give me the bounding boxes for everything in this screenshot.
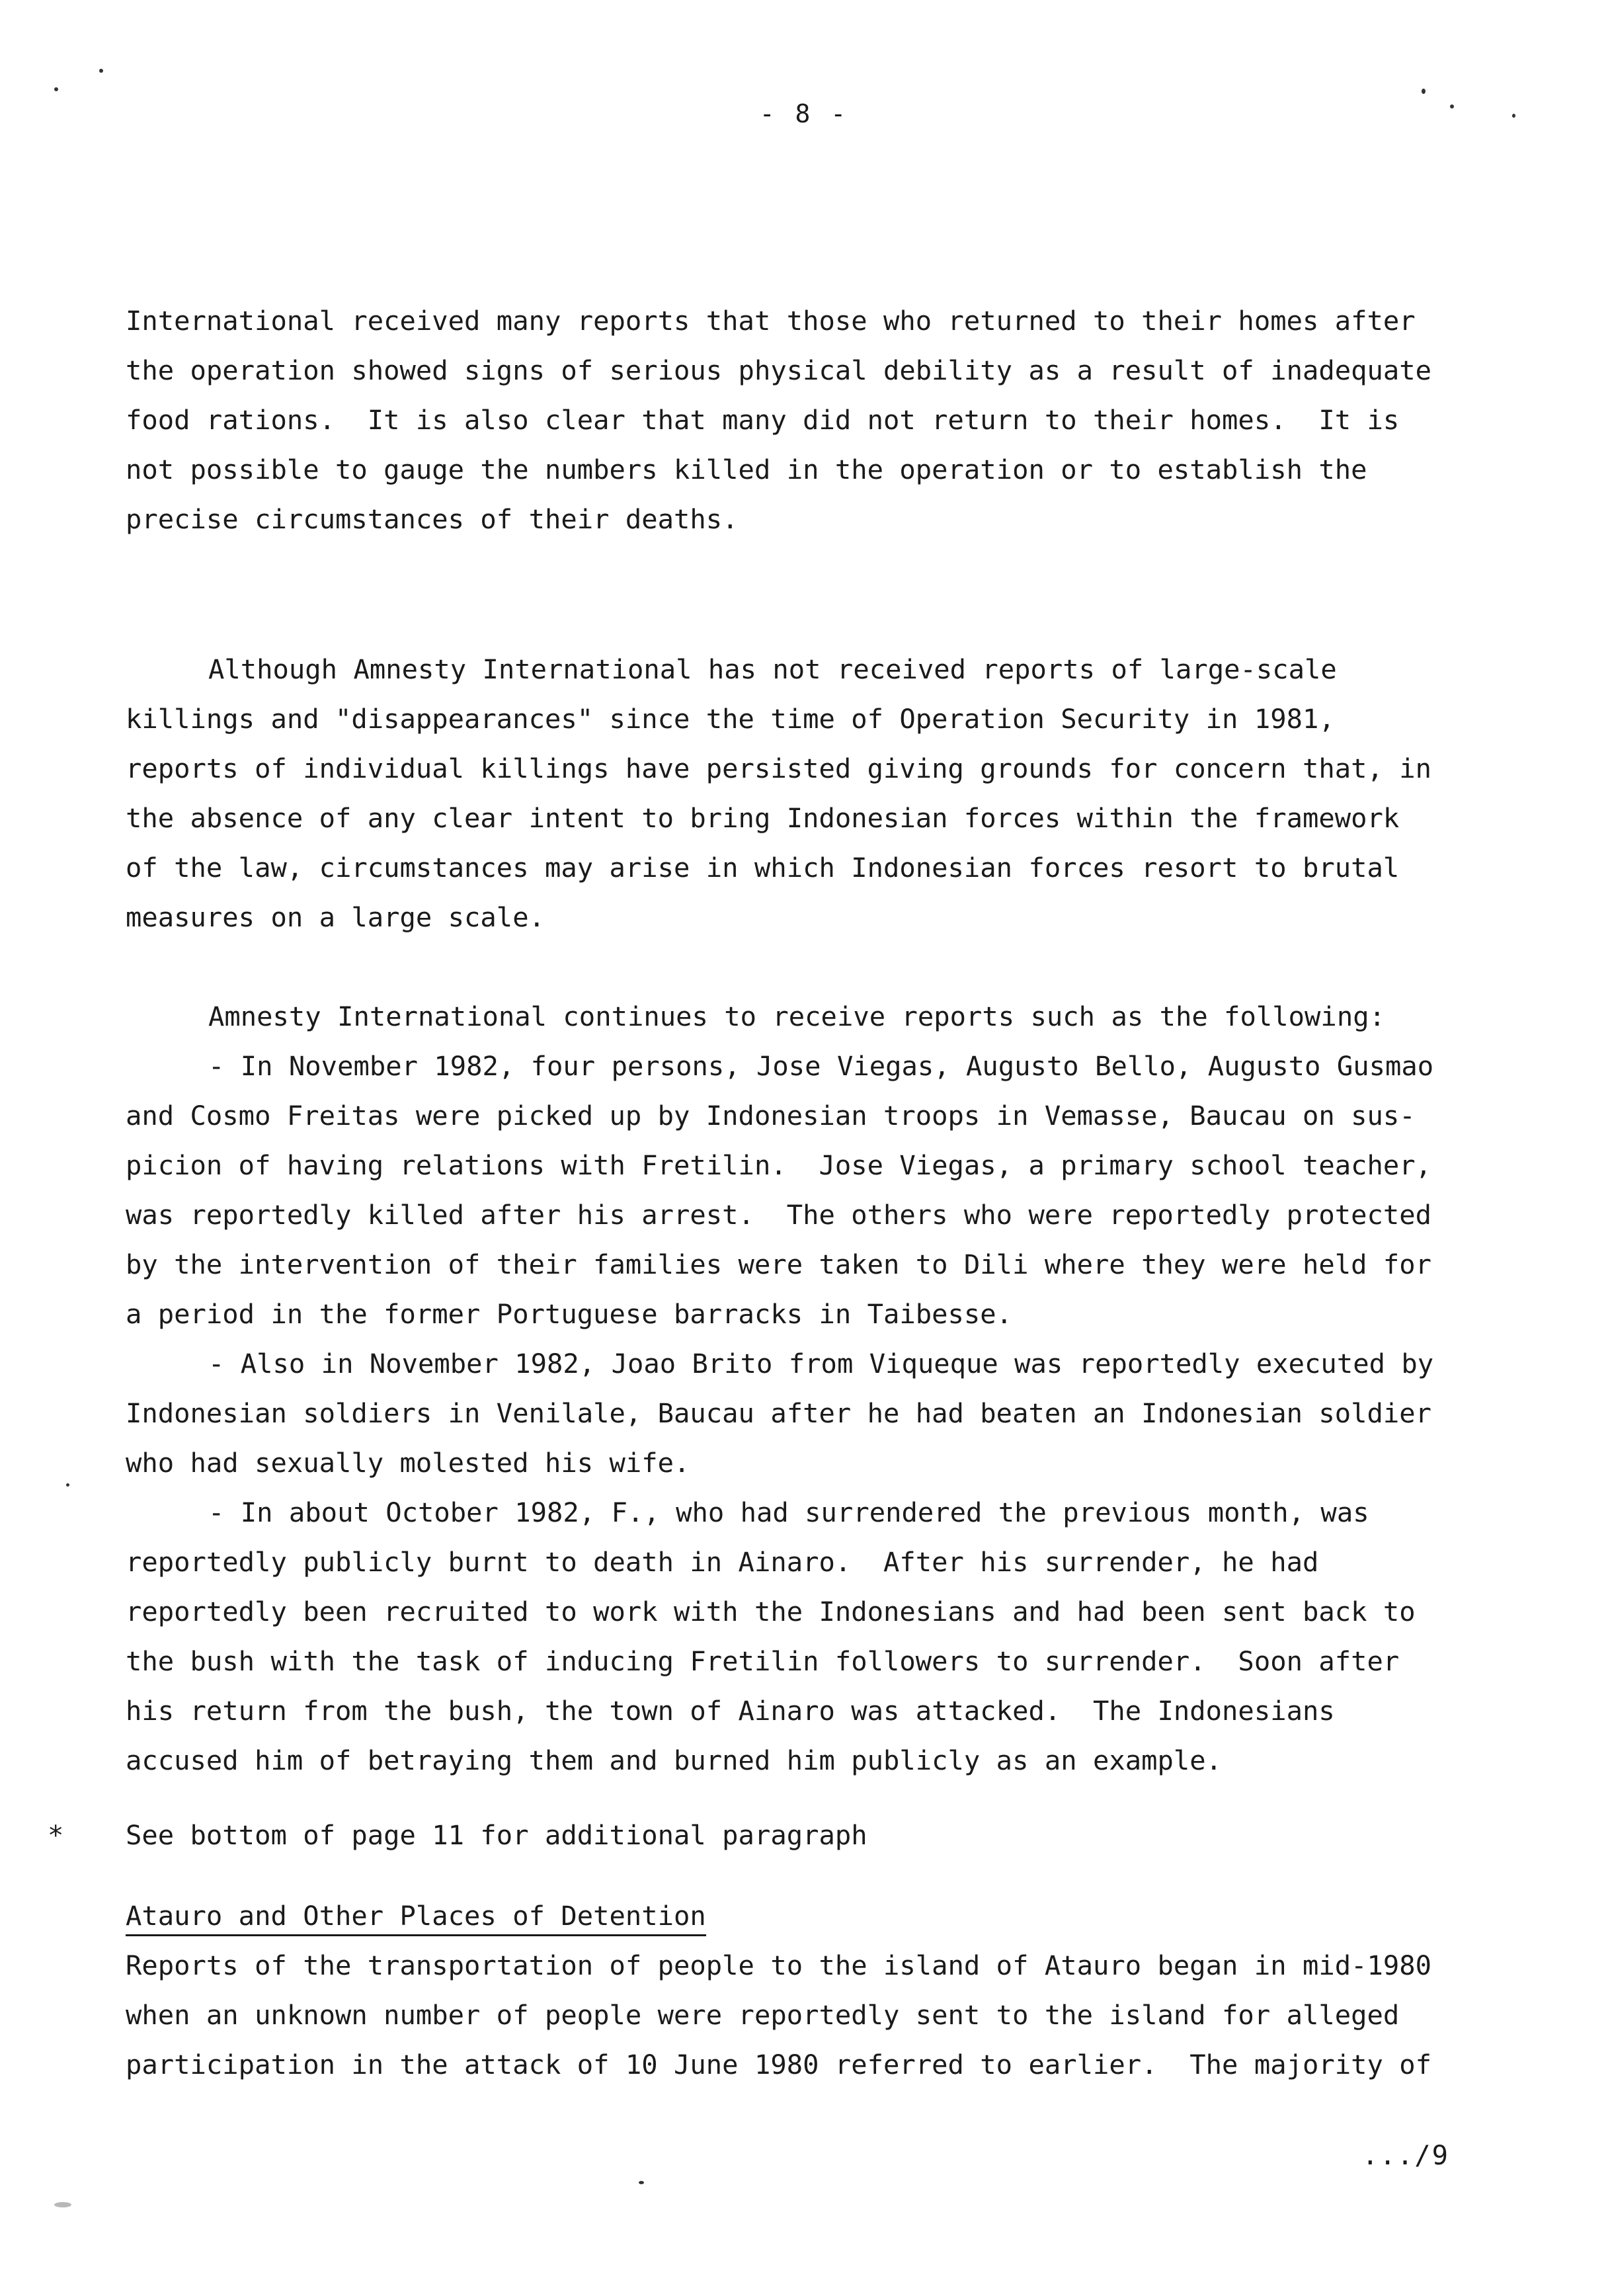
text-line: Indonesian soldiers in Venilale, Baucau after he had beaten an Indonesian soldier (126, 1397, 1432, 1429)
text-line: picion of having relations with Fretilin. Jose Viegas, a primary school teacher, (126, 1149, 1432, 1181)
text-line: and Cosmo Freitas were picked up by Indonesian troops in Vemasse, Baucau on sus- (126, 1100, 1416, 1131)
text-line: by the intervention of their families were taken to Dili where they were held for (126, 1249, 1432, 1280)
scan-speck (1512, 114, 1515, 118)
section-heading-text: Atauro and Other Places of Detention (126, 1900, 706, 1936)
scan-speck (1450, 104, 1454, 108)
text-line: - In about October 1982, F., who had surrendered the previous month, was (208, 1496, 1369, 1528)
text-line: a period in the former Portuguese barracks in Taibesse. (126, 1298, 1013, 1330)
text-line: not possible to gauge the numbers killed in the operation or to establish the (126, 454, 1367, 485)
scan-speck (1422, 89, 1426, 94)
text-line: who had sexually molested his wife. (126, 1447, 690, 1479)
scan-speck (99, 69, 103, 73)
footnote (48, 1811, 867, 1860)
text-line: - Also in November 1982, Joao Brito from Viqueque was reportedly executed by (208, 1348, 1434, 1379)
text-line: his return from the bush, the town of Ainaro was attacked. The Indonesians (126, 1695, 1335, 1727)
section-heading (126, 1891, 706, 1941)
text-line: the operation showed signs of serious physical debility as a result of inadequate (126, 354, 1432, 386)
footnote-text: See bottom of page 11 for additional paragraph (126, 1819, 867, 1851)
text-line: reportedly been recruited to work with the Indonesians and had been sent back to (126, 1596, 1416, 1627)
scan-speck (66, 1483, 69, 1487)
text-line: participation in the attack of 10 June 1980 referred to earlier. The majority of (126, 2049, 1432, 2080)
text-line: precise circumstances of their deaths. (126, 503, 739, 535)
text-line: when an unknown number of people were reportedly sent to the island for alleged (126, 1999, 1400, 2031)
text-line: the absence of any clear intent to bring Indonesian forces within the framework (126, 802, 1400, 834)
text-line: reportedly publicly burnt to death in Ainaro. After his surrender, he had (126, 1546, 1319, 1578)
text-line: accused him of betraying them and burned him publicly as an example. (126, 1744, 1223, 1776)
scan-speck (639, 2181, 644, 2184)
text-line: the bush with the task of inducing Fretilin followers to surrender. Soon after (126, 1645, 1400, 1677)
footnote-marker: * (48, 1819, 64, 1851)
text-line: Although Amnesty International has not received reports of large-scale (208, 653, 1337, 685)
text-line: - In November 1982, four persons, Jose Viegas, Augusto Bello, Augusto Gusmao (208, 1050, 1434, 1082)
paragraph-2 (126, 645, 1481, 942)
text-line: food rations. It is also clear that many did not return to their homes. It is (126, 404, 1400, 436)
text-line: measures on a large scale. (126, 901, 545, 933)
text-line: killings and "disappearances" since the time of Operation Security in 1981, (126, 703, 1335, 735)
scan-speck (54, 2202, 71, 2207)
scan-speck (54, 87, 58, 91)
text-line: was reportedly killed after his arrest. The others who were reportedly protected (126, 1199, 1432, 1231)
page-number: - 8 - (759, 99, 849, 128)
text-line: of the law, circumstances may arise in which Indonesian forces resort to brutal (126, 852, 1400, 883)
text-line: Reports of the transportation of people to the island of Atauro began in mid-1980 (126, 1949, 1432, 1981)
text-line: Amnesty International continues to receive reports such as the following: (208, 1001, 1385, 1032)
paragraph-1 (126, 296, 1481, 544)
text-line: International received many reports that those who returned to their homes after (126, 305, 1416, 337)
text-line: reports of individual killings have persisted giving grounds for concern that, in (126, 753, 1432, 784)
continuation-marker: .../9 (1362, 2139, 1449, 2171)
section-paragraph (126, 1941, 1481, 2090)
paragraph-3 (126, 992, 1481, 1785)
